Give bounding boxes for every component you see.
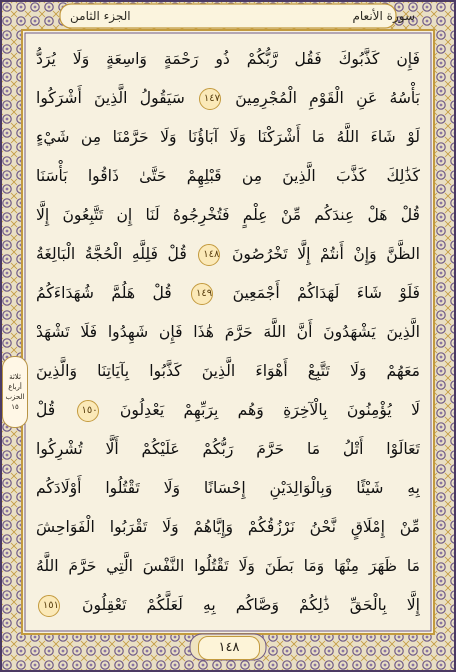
verse-text: قُلْ [36,401,56,419]
verse-text: لَا يُؤْمِنُونَ بِالْآخِرَةِ وَهُم بِرَبِّهِمْ يَعْدِلُونَ [119,401,420,419]
verse-line [36,274,420,312]
verse-text: فَإِن كَذَّبُوكَ فَقُل رَّبُّكُمْ ذُو رَحْمَةٍ وَاسِعَةٍ وَلَا يُرَدُّ [36,50,420,68]
ayah-number-marker: ١٥٠ [77,400,99,422]
verse-line [36,469,420,507]
verse-line [36,313,420,351]
verse-line [36,40,420,78]
verse-line [36,508,420,546]
ayah-number-marker: ١٤٨ [198,244,220,266]
ayah-number-marker: ١٥١ [38,595,60,617]
hizb-marker [2,356,28,428]
mushaf-page [28,34,428,630]
ayah-number-marker: ١٤٩ [191,283,213,305]
verse-line [36,586,420,624]
verse-line [36,547,420,585]
verse-text: قُلْ فَلِلَّهِ الْحُجَّةُ الْبَالِغَةُ [36,245,187,263]
juz-label: الجزء الثامن [70,9,131,23]
verse-text: مَعَهُمْ وَلَا تَتَّبِعْ أَهْوَاءَ الَّذِينَ كَذَّبُوا بِآيَاتِنَا وَالَّذِينَ [36,362,420,380]
verse-line [36,196,420,234]
verse-text: الظَّنَّ وَإِنْ أَنتُمْ إِلَّا تَخْرُصُونَ [231,245,420,263]
verse-text: الَّذِينَ يَشْهَدُونَ أَنَّ اللَّهَ حَرَّمَ هَٰذَا فَإِن شَهِدُوا فَلَا تَشْهَدْ [36,323,420,341]
verse-text: مِّنْ إِمْلَاقٍ نَّحْنُ نَرْزُقُكُمْ وَإِيَّاهُمْ وَلَا تَقْرَبُوا الْفَوَاحِشَ [36,518,420,536]
hizb-fraction: ثلاثة أرباع [8,373,22,391]
verse-text: قُلْ هَلُمَّ شُهَدَاءَكُمُ [36,284,172,302]
verse-line [36,235,420,273]
verse-text: قُلْ هَلْ عِندَكُم مِّنْ عِلْمٍ فَتُخْرِجُوهُ لَنَا إِن تَتَّبِعُونَ إِلَّا [36,206,420,224]
verse-text: تَعَالَوْا أَتْلُ مَا حَرَّمَ رَبُّكُمْ عَلَيْكُمْ أَلَّا تُشْرِكُوا [36,440,420,458]
hizb-word: الحزب [5,393,25,401]
verse-text: فَلَوْ شَاءَ لَهَدَاكُمْ أَجْمَعِينَ [232,284,420,302]
verse-line [36,391,420,429]
verse-line [36,352,420,390]
verse-line [36,157,420,195]
verse-text: بَأْسُهُ عَنِ الْقَوْمِ الْمُجْرِمِينَ [235,89,420,107]
verse-line [36,118,420,156]
verse-line [36,79,420,117]
page-number: ١٤٨ [198,636,260,660]
verse-text: لَوْ شَاءَ اللَّهُ مَا أَشْرَكْنَا وَلَا آبَاؤُنَا وَلَا حَرَّمْنَا مِن شَيْءٍ [36,128,420,146]
verse-line [36,430,420,468]
verse-text: بِهِ شَيْئًا وَبِالْوَالِدَيْنِ إِحْسَانًا وَلَا تَقْتُلُوا أَوْلَادَكُم [36,479,420,497]
hizb-number: ١٥ [11,403,19,411]
ayah-number-marker: ١٤٧ [199,88,221,110]
verse-text: إِلَّا بِالْحَقِّ ذَٰلِكُمْ وَصَّاكُم بِهِ لَعَلَّكُمْ تَعْقِلُونَ [82,596,420,614]
surah-label: سورة الأنعام [352,9,415,23]
verse-text: سَيَقُولُ الَّذِينَ أَشْرَكُوا [36,89,185,107]
verse-text: مَا ظَهَرَ مِنْهَا وَمَا بَطَنَ وَلَا تَقْتُلُوا النَّفْسَ الَّتِي حَرَّمَ اللَّهُ [36,557,420,575]
verse-text: كَذَٰلِكَ كَذَّبَ الَّذِينَ مِن قَبْلِهِمْ حَتَّىٰ ذَاقُوا بَأْسَنَا [36,167,420,185]
